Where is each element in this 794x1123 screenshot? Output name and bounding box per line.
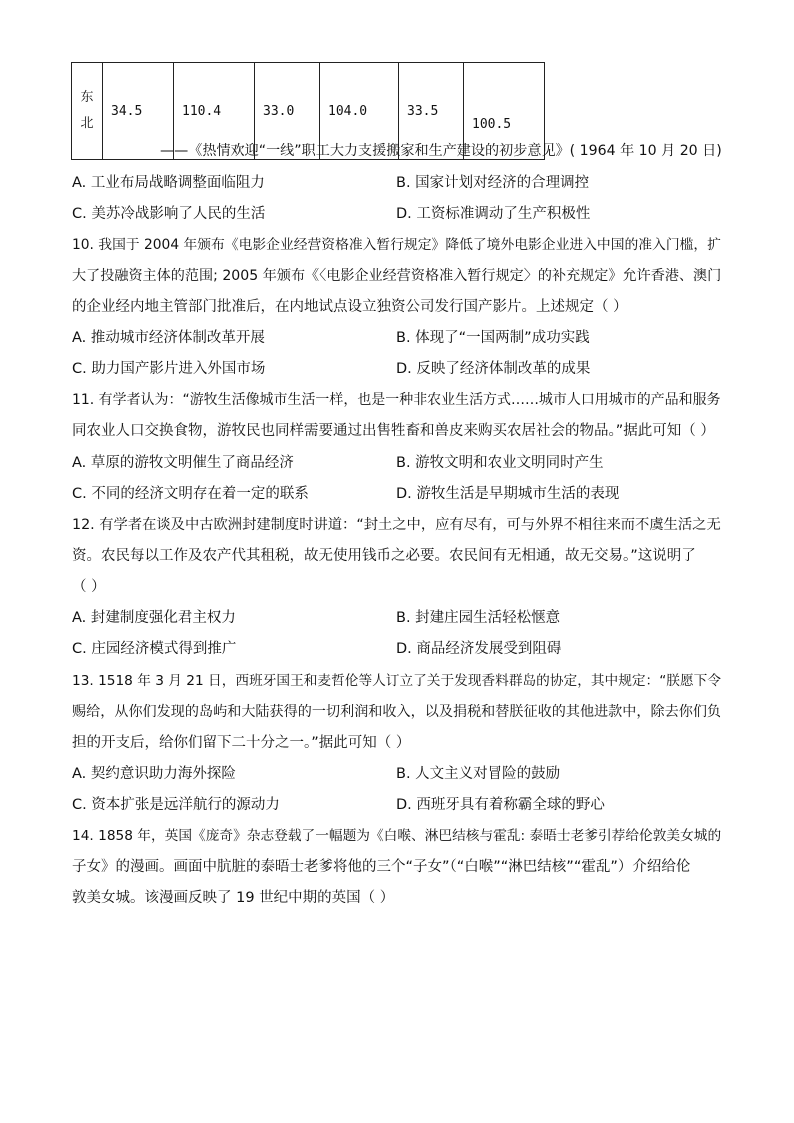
- table-cell: 34.5: [103, 63, 174, 160]
- option-a[interactable]: A. 工业布局战略调整面临阻力: [72, 175, 265, 191]
- option-b[interactable]: B. 体现了“一国两制”成功实践: [396, 330, 590, 346]
- question-14-text: 14. 1858 年，英国《庞奇》杂志登载了一幅题为《白喉、淋巴结核与霍乱: 泰晤士老爹引荐给伦敦美女城的: [72, 828, 722, 844]
- region-char: 北: [80, 116, 94, 131]
- question-10-text: 的企业经内地主管部门批准后，在内地试点设立独资公司发行国产影片。上述规定（ ）: [72, 299, 628, 315]
- table-cell: 33.5: [399, 63, 464, 160]
- table-cell: 104.0: [320, 63, 399, 160]
- option-c[interactable]: C. 美苏冷战影响了人民的生活: [72, 206, 266, 222]
- question-13-text: 担的开支后，给你们留下二十分之一。”据此可知（ ）: [72, 735, 411, 751]
- question-12-text: （ ）: [72, 579, 106, 595]
- question-10-text: 10. 我国于 2004 年颁布《电影企业经营资格准入暂行规定》降低了境外电影企业进入中国的准入门槛，扩: [72, 237, 721, 253]
- table-source-citation: ——《热情欢迎“一线”职工大力支援搬家和生产建设的初步意见》( 1964 年 10 月 20 日): [160, 143, 722, 159]
- option-d[interactable]: D. 反映了经济体制改革的成果: [396, 361, 591, 377]
- option-b[interactable]: B. 国家计划对经济的合理调控: [396, 175, 590, 191]
- option-d[interactable]: D. 西班牙具有着称霸全球的野心: [396, 797, 605, 813]
- option-a[interactable]: A. 草原的游牧文明催生了商品经济: [72, 455, 294, 471]
- question-14-text: 敦美女城。该漫画反映了 19 世纪中期的英国（ ）: [72, 890, 395, 906]
- question-13-text: 13. 1518 年 3 月 21 日，西班牙国王和麦哲伦等人订立了关于发现香料群岛的协定，其中规定：“朕愿下令: [72, 673, 721, 689]
- question-11-text: 11. 有学者认为：“游牧生活像城市生活一样，也是一种非农业生活方式……城市人口用城市的产品和服务: [72, 392, 721, 408]
- question-11-text: 同农业人口交换食物，游牧民也同样需要通过出售牲畜和兽皮来购买农居社会的物品。”据此可知（ ）: [72, 423, 715, 439]
- option-c[interactable]: C. 不同的经济文明存在着一定的联系: [72, 486, 309, 502]
- option-c[interactable]: C. 助力国产影片进入外国市场: [72, 361, 266, 377]
- table-cell: 110.4: [174, 63, 255, 160]
- option-a[interactable]: A. 封建制度强化君主权力: [72, 610, 236, 626]
- option-b[interactable]: B. 封建庄园生活轻松惬意: [396, 610, 561, 626]
- table-cell: 33.0: [255, 63, 320, 160]
- region-cell: [72, 63, 103, 160]
- option-b[interactable]: B. 游牧文明和农业文明同时产生: [396, 455, 604, 471]
- option-d[interactable]: D. 工资标准调动了生产积极性: [396, 206, 591, 222]
- option-d[interactable]: D. 游牧生活是早期城市生活的表现: [396, 486, 620, 502]
- table-cell: 100.5: [464, 63, 545, 160]
- option-c[interactable]: C. 庄园经济模式得到推广: [72, 641, 237, 657]
- region-char: 东: [80, 90, 94, 105]
- question-12-text: 资。农民每以工作及农产代其租税，故无使用钱币之必要。农民间有无相通，故无交易。”这说明了: [72, 548, 696, 564]
- option-a[interactable]: A. 契约意识助力海外探险: [72, 766, 236, 782]
- option-c[interactable]: C. 资本扩张是远洋航行的源动力: [72, 797, 280, 813]
- option-b[interactable]: B. 人文主义对冒险的鼓励: [396, 766, 561, 782]
- question-12-text: 12. 有学者在谈及中古欧洲封建制度时讲道：“封土之中，应有尽有，可与外界不相往来而不虞生活之无: [72, 517, 721, 533]
- option-a[interactable]: A. 推动城市经济体制改革开展: [72, 330, 265, 346]
- option-d[interactable]: D. 商品经济发展受到阻碍: [396, 641, 562, 657]
- question-14-text: 子女》的漫画。画面中肮脏的泰晤士老爹将他的三个“子女”（“白喉”“淋巴结核”“霍乱”）介绍给伦: [72, 859, 691, 875]
- question-13-text: 赐给，从你们发现的岛屿和大陆获得的一切利润和收入，以及捐税和替朕征收的其他进款中，除去你们负: [72, 704, 722, 720]
- question-10-text: 大了投融资主体的范围; 2005 年颁布《〈电影企业经营资格准入暂行规定〉的补充规定》允许香港、澳门: [72, 268, 722, 284]
